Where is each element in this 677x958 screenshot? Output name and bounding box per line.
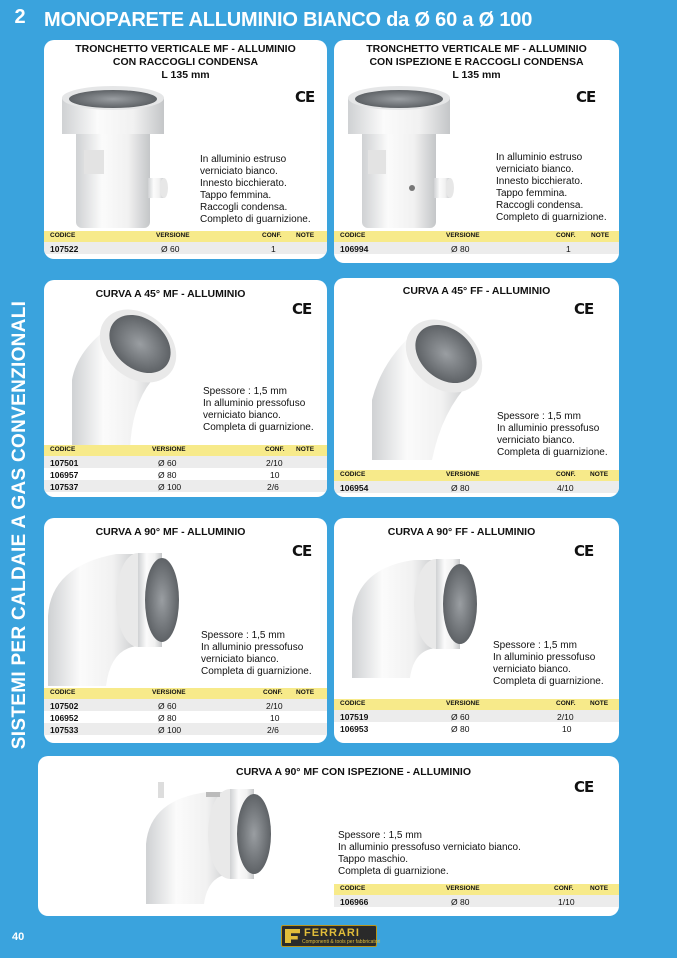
ce-mark-icon: CE — [295, 88, 315, 106]
table-row: 106954 Ø 80 4/10 — [334, 481, 619, 493]
product-title: CURVA A 45° FF - ALLUMINIO — [402, 285, 551, 297]
product-card-curva-90-mf — [44, 518, 327, 743]
logo-tagline: Componenti & tools per fabbricatori — [302, 939, 381, 945]
elbow-45-image — [52, 300, 192, 450]
product-table: CODICE VERSIONE CONF. NOTE 106994 Ø 80 1 — [334, 231, 619, 254]
table-row: 106953 Ø 80 10 — [340, 723, 572, 734]
product-title: CURVA A 90° MF CON ISPEZIONE - ALLUMINIO — [235, 766, 471, 778]
product-description: Spessore : 1,5 mm In alluminio pressofuso verniciato bianco. Tappo maschio. Completa di guarnizione. — [338, 830, 521, 877]
page-number: 40 — [12, 931, 25, 943]
product-title: CURVA A 45° MF - ALLUMINIO — [95, 288, 246, 300]
table-row: 107502 Ø 60 2/10 — [44, 699, 327, 711]
ce-mark-icon: CE — [574, 542, 594, 560]
product-description: In alluminio estruso verniciato bianco. Innesto bicchierato. Tappo femmina. Raccogli condensa. Completo di guarnizione. — [496, 152, 607, 223]
table-row: 106957 Ø 80 10 — [50, 469, 280, 480]
section-label: SISTEMI PER CALDAIE A GAS CONVENZIONALI — [9, 300, 30, 750]
product-description: Spessore : 1,5 mm In alluminio pressofuso verniciato bianco. Completa di guarnizione. — [203, 386, 314, 433]
elbow-90-inspection-image — [138, 774, 288, 914]
ferrari-logo — [281, 925, 381, 947]
table-row: 107522 Ø 60 1 — [44, 242, 327, 254]
side-band — [0, 0, 40, 958]
product-title: TRONCHETTO VERTICALE MF - ALLUMINIO CON RACCOGLI CONDENSA L 135 mm — [75, 43, 296, 81]
logo-name: FERRARI — [304, 927, 360, 939]
product-title: CURVA A 90° MF - ALLUMINIO — [95, 526, 246, 538]
product-card-curva-45-mf — [44, 280, 327, 497]
table-row: 107533 Ø 100 2/6 — [44, 723, 327, 735]
ferrari-mark-icon — [285, 929, 300, 943]
table-row: 107519 Ø 60 2/10 — [334, 710, 619, 722]
product-title: CURVA A 90° FF - ALLUMINIO — [387, 526, 536, 538]
product-description: Spessore : 1,5 mm In alluminio pressofuso verniciato bianco. Completa di guarnizione. — [201, 630, 312, 677]
product-table: CODICE VERSIONE CONF. NOTE 106954 Ø 80 4/10 — [334, 470, 619, 493]
product-card-tronchetto-mf — [44, 40, 327, 259]
page-title: MONOPARETE ALLUMINIO BIANCO da Ø 60 a Ø 100 — [44, 9, 533, 31]
section-number: 2 — [14, 6, 26, 28]
product-description: In alluminio estruso verniciato bianco. Innesto bicchierato. Tappo femmina. Raccogli condensa. Completo di guarnizione. — [200, 154, 311, 225]
table-row: 107537 Ø 100 2/6 — [44, 480, 327, 492]
product-table: CODICE VERSIONE CONF. NOTE 107501 Ø 60 2/10 106957 Ø 80 10 107537 Ø 100 2/6 — [44, 445, 327, 492]
product-table: CODICE VERSIONE CONF. NOTE 107502 Ø 60 2/10 106952 Ø 80 10 107533 Ø 100 2/6 — [44, 688, 327, 735]
table-row: 106952 Ø 80 10 — [50, 712, 280, 723]
product-card-curva-90-ispezione — [38, 756, 619, 916]
product-card-tronchetto-ispezione — [334, 40, 619, 263]
table-row: 107501 Ø 60 2/10 — [44, 456, 327, 468]
product-table: CODICE VERSIONE CONF. NOTE 106966 Ø 80 1/10 — [334, 884, 619, 907]
pipe-inspection-image — [338, 80, 468, 240]
product-description: Spessore : 1,5 mm In alluminio pressofuso verniciato bianco. Completa di guarnizione. — [497, 411, 608, 458]
pipe-section-image — [52, 80, 182, 240]
elbow-45-ff-image — [362, 300, 502, 460]
product-table: CODICE VERSIONE CONF. NOTE 107522 Ø 60 1 — [44, 231, 327, 254]
product-table: CODICE VERSIONE CONF. NOTE 107519 Ø 60 2/10 106953 Ø 80 10 — [334, 699, 619, 734]
elbow-90-image — [46, 546, 196, 686]
product-title: TRONCHETTO VERTICALE MF - ALLUMINIO CON ISPEZIONE E RACCOGLI CONDENSA L 135 mm — [366, 43, 587, 81]
product-card-curva-90-ff — [334, 518, 619, 743]
table-row: 106994 Ø 80 1 — [334, 242, 619, 254]
table-row: 106966 Ø 80 1/10 — [334, 895, 619, 907]
product-description: Spessore : 1,5 mm In alluminio pressofuso verniciato bianco. Completa di guarnizione. — [493, 640, 604, 687]
ce-mark-icon: CE — [574, 300, 594, 318]
product-card-curva-45-ff — [334, 278, 619, 497]
ce-mark-icon: CE — [292, 300, 312, 318]
elbow-90-ff-image — [344, 548, 494, 688]
ce-mark-icon: CE — [576, 88, 596, 106]
ce-mark-icon: CE — [292, 542, 312, 560]
ce-mark-icon: CE — [574, 778, 594, 796]
